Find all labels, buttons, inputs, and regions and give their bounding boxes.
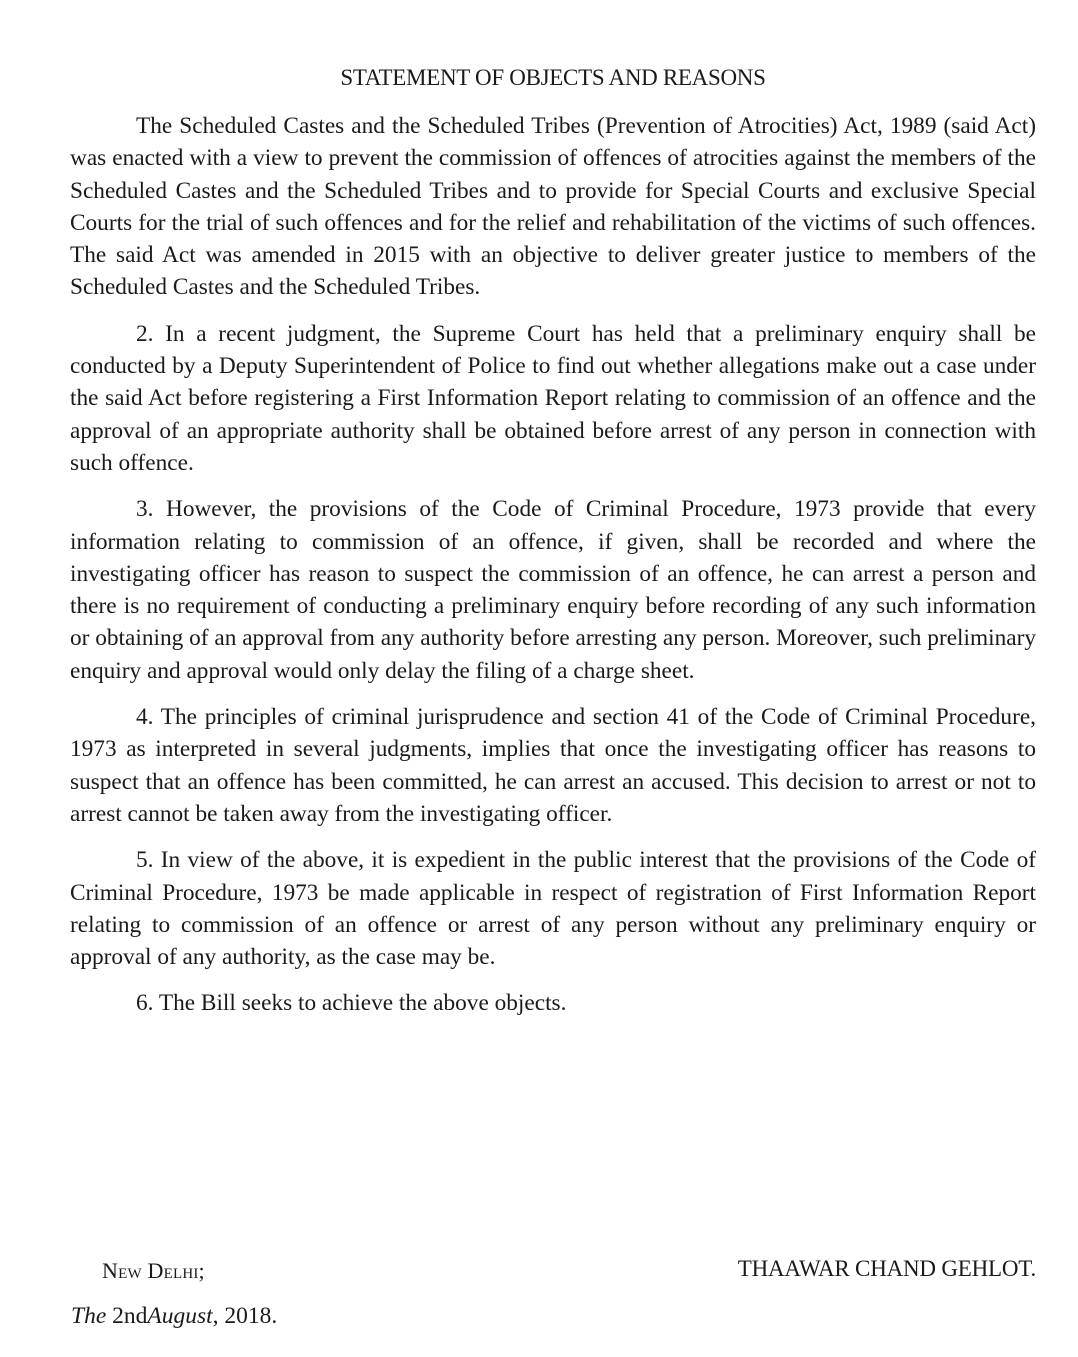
document-title: STATEMENT OF OBJECTS AND REASONS	[340, 65, 766, 90]
paragraph-1: The Scheduled Castes and the Scheduled Tribes (Prevention of Atrocities) Act, 1989 (said Act) was enacted with a view to prevent the commission of offences of atrocities against the members of the Scheduled Castes and the Scheduled Tribes and to provide for Special Courts and exclusive Special Courts for the trial of such offences and for the relief and rehabilitation of the victims of such offences. The said Act was amended in 2015 with an objective to deliver greater justice to members of the Scheduled Castes and the Scheduled Tribes.	[70, 113, 1036, 301]
place-label: New Delhi;	[102, 1258, 205, 1283]
paragraph-4: 4. The principles of criminal jurisprudence and section 41 of the Code of Criminal Procedure, 1973 as interpreted in several judgments, implies that once the investigating officer has reasons to suspect that an offence has been committed, he can arrest an accused. This decision to arrest or not to arrest cannot be taken away from the investigating officer.	[70, 704, 1036, 827]
document-page	[70, 62, 1036, 1034]
paragraph-6: 6. The Bill seeks to achieve the above objects.	[136, 990, 567, 1017]
date-line	[71, 1303, 277, 1330]
date-day: 2nd	[112, 1303, 148, 1329]
paragraph-5: 5. In view of the above, it is expedient in the public interest that the provisions of the Code of Criminal Procedure, 1973 be made applicable in respect of registration of First Information Report relating to commission of an offence or arrest of any person without any preliminary enquiry or approval of any authority, as the case may be.	[70, 847, 1036, 971]
paragraph-2: 2. In a recent judgment, the Supreme Court has held that a preliminary enquiry shall be conducted by a Deputy Superintendent of Police to find out whether allegations make out a case under the said Act before registering a First Information Report relating to commission of an offence and the approval of an appropriate authority shall be obtained before arrest of any person in connection with such offence.	[70, 320, 1036, 476]
date-prefix: The	[71, 1303, 107, 1329]
paragraph-3: 3. However, the provisions of the Code of Criminal Procedure, 1973 provide that every information relating to commission of an offence, if given, shall be recorded and where the investigating officer has reason to suspect the commission of an offence, he can arrest a person and there is no requirement of conducting a preliminary enquiry before recording of any such information or obtaining of an approval from any authority before arresting any person. Moreover, such preliminary enquiry and approval would only delay the filing of a charge sheet.	[70, 496, 1036, 684]
date-year: , 2018.	[212, 1303, 278, 1329]
date-month: August	[147, 1303, 213, 1329]
signatory-name: THAAWAR CHAND GEHLOT.	[737, 1256, 1036, 1281]
